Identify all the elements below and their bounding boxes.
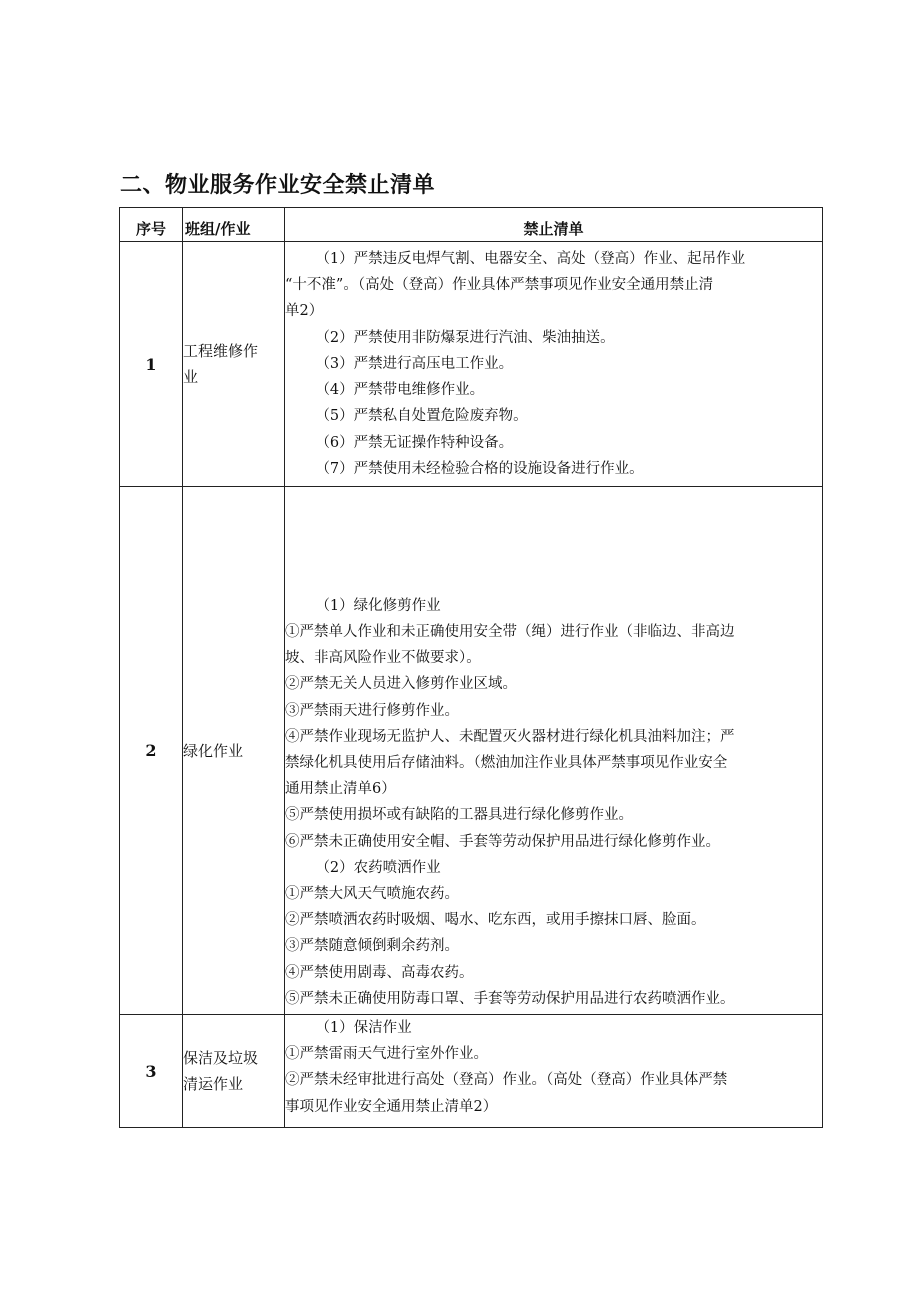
header-list: 禁止清单 [285, 208, 823, 242]
table-row [120, 1015, 823, 1128]
team-cell [183, 1015, 285, 1128]
ban-list-cell [285, 487, 823, 1015]
row-number: 2 [120, 487, 183, 1015]
ban-item: （1）绿化修剪作业 [315, 597, 441, 614]
ban-item: ③严禁随意倾倒剩余药剂。 [285, 938, 459, 955]
team-label-line: 工程维修作 [183, 342, 259, 360]
ban-item: ①严禁雷雨天气进行室外作业。 [285, 1046, 488, 1063]
ban-item: 坡、非高风险作业不做要求）。 [285, 650, 481, 667]
team-label-line: 业 [183, 368, 199, 386]
ban-item: （1）保洁作业 [315, 1020, 412, 1036]
header-no: 序号 [120, 208, 183, 242]
ban-item: （4）严禁带电维修作业。 [315, 382, 485, 399]
ban-list-cell [285, 242, 823, 487]
ban-item: 单2） [285, 303, 324, 320]
ban-item: ①严禁大风天气喷施农药。 [285, 885, 459, 902]
ban-item: ⑤严禁使用损坏或有缺陷的工器具进行绿化修剪作业。 [285, 807, 633, 824]
ban-item: ④严禁使用剧毒、高毒农药。 [285, 964, 474, 981]
team-cell [183, 242, 285, 487]
row-number: 1 [120, 242, 183, 487]
team-label-line: 清运作业 [183, 1075, 244, 1093]
ban-item: ⑤严禁未正确使用防毒口罩、手套等劳动保护用品进行农药喷洒作业。 [285, 990, 735, 1007]
ban-item: （6）严禁无证操作特种设备。 [315, 434, 514, 451]
ban-item: 事项见作业安全通用禁止清单2） [285, 1098, 498, 1115]
ban-item: ⑥严禁未正确使用安全帽、手套等劳动保护用品进行绿化修剪作业。 [285, 833, 720, 850]
team-cell [183, 487, 285, 1015]
row-number: 3 [120, 1015, 183, 1128]
ban-item: 通用禁止清单6） [285, 781, 396, 798]
ban-item: （2）农药喷洒作业 [315, 859, 441, 876]
team-label-line: 绿化作业 [183, 741, 244, 760]
ban-item: （1）严禁违反电焊气割、电器安全、高处（登高）作业、起吊作业 [315, 251, 746, 268]
ban-item: （5）严禁私自处置危险废弃物。 [315, 408, 528, 425]
table-row [120, 487, 823, 1015]
ban-item: （7）严禁使用未经检验合格的设施设备进行作业。 [315, 460, 644, 477]
ban-item: ④严禁作业现场无监护人、未配置灭火器材进行绿化机具油料加注；严 [285, 728, 735, 745]
ban-item: “十不准”。（高处（登高）作业具体严禁事项见作业安全通用禁止清 [285, 277, 714, 294]
ban-item: ③严禁雨天进行修剪作业。 [285, 702, 459, 719]
ban-list-cell [285, 1015, 823, 1128]
ban-item: ②严禁喷洒农药时吸烟、喝水、吃东西，或用手擦抹口唇、脸面。 [285, 912, 706, 929]
table-row [120, 242, 823, 487]
ban-item: ①严禁单人作业和未正确使用安全带（绳）进行作业（非临边、非高边 [285, 623, 735, 640]
table-header-row [120, 208, 823, 242]
team-label-line: 保洁及垃圾 [183, 1049, 259, 1067]
page-title: 二、物业服务作业安全禁止清单 [120, 173, 436, 198]
ban-item: ②严禁未经审批进行高处（登高）作业。（高处（登高）作业具体严禁 [285, 1072, 728, 1089]
ban-item: ②严禁无关人员进入修剪作业区域。 [285, 676, 517, 693]
ban-item: （2）严禁使用非防爆泵进行汽油、柴油抽送。 [315, 329, 615, 346]
ban-list-table [119, 207, 823, 1128]
ban-item: 禁绿化机具使用后存储油料。（燃油加注作业具体严禁事项见作业安全 [285, 754, 728, 771]
ban-item: （3）严禁进行高压电工作业。 [315, 355, 514, 372]
header-team: 班组/作业 [183, 208, 285, 242]
